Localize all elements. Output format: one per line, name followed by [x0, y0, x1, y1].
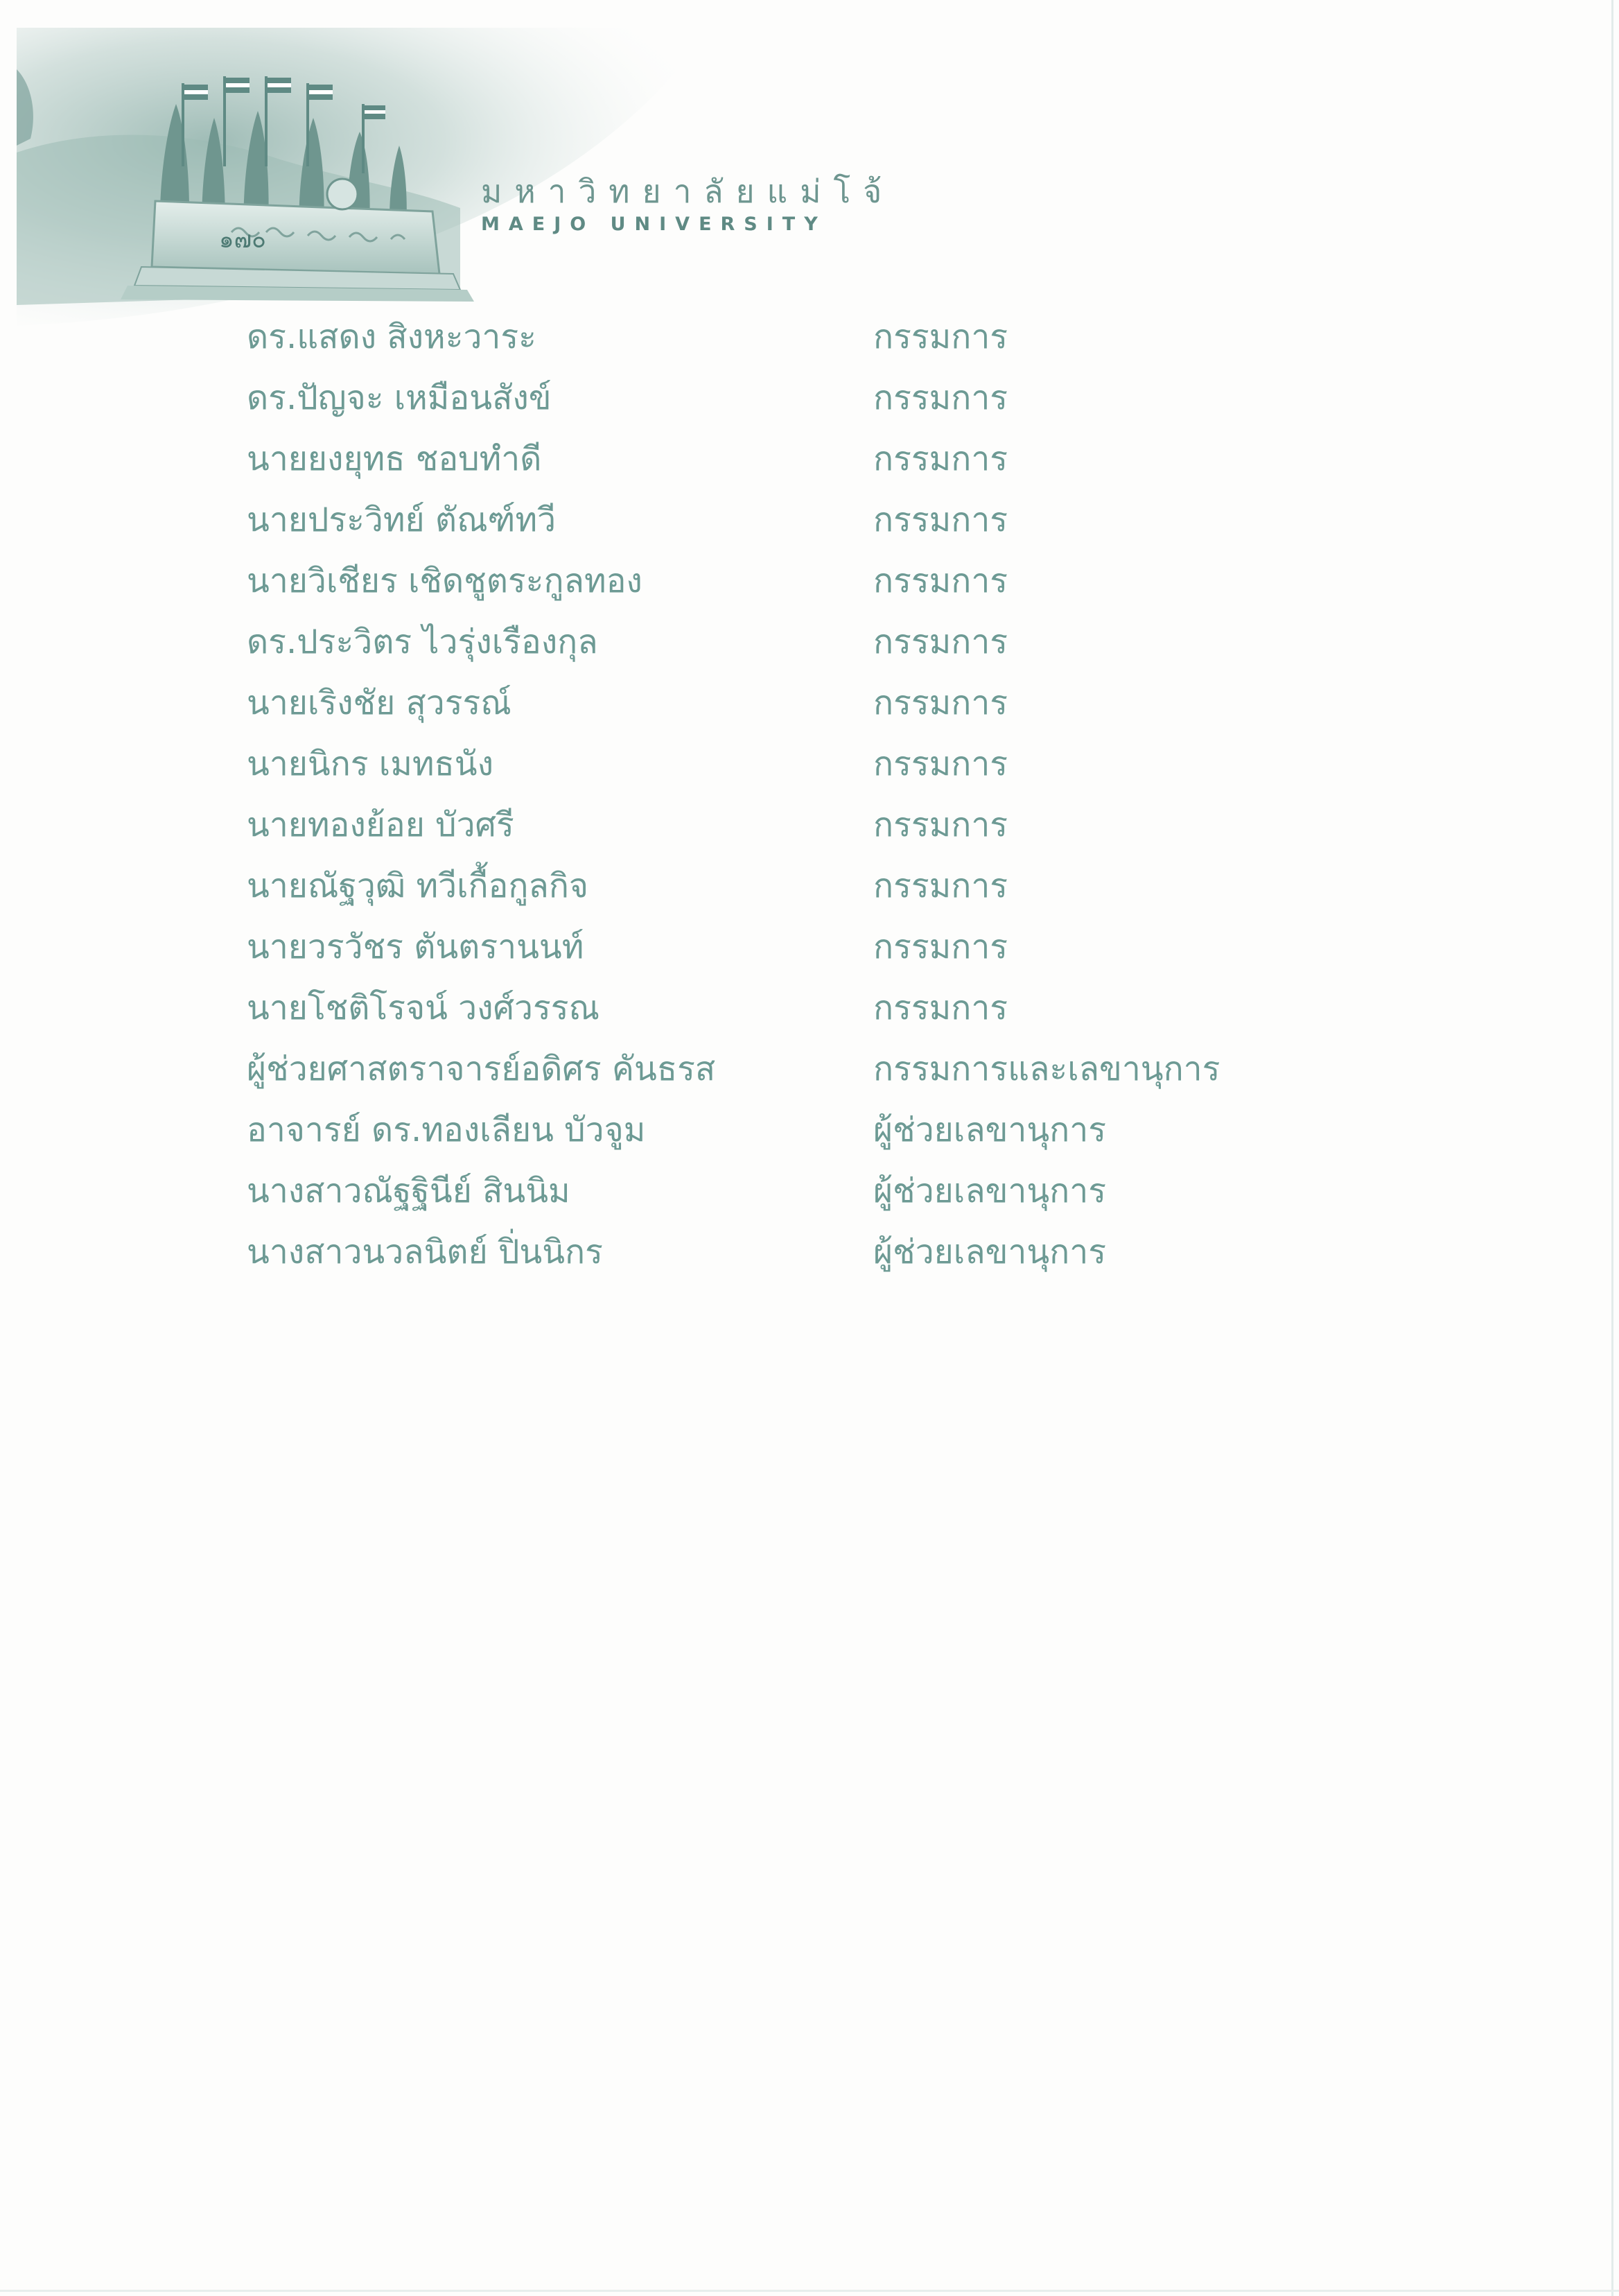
member-role: กรรมการ: [873, 989, 1008, 1027]
list-item: [247, 433, 1286, 494]
member-name: นายวิเชียร เชิดชูตระกูลทอง: [247, 562, 642, 600]
member-role: กรรมการ: [873, 318, 1008, 356]
list-item: [247, 982, 1286, 1043]
member-role: ผู้ช่วยเลขานุการ: [873, 1233, 1106, 1271]
member-name: นายทองย้อย บัวศรี: [247, 806, 514, 844]
member-name: นายประวิทย์ ตัณฑ์ทวี: [247, 501, 557, 539]
list-item: [247, 1165, 1286, 1226]
member-role: กรรมการและเลขานุการ: [873, 1050, 1220, 1088]
member-role: กรรมการ: [873, 562, 1008, 600]
list-item: [247, 1226, 1286, 1287]
member-name: นายนิกร เมทธนัง: [247, 745, 494, 783]
member-name: ดร.แสดง สิงหะวาระ: [247, 318, 536, 356]
university-name-english: MAEJO UNIVERSITY: [481, 214, 827, 235]
committee-list: [247, 311, 1286, 1287]
list-item: [247, 1043, 1286, 1104]
member-name: นายณัฐวุฒิ ทวีเกื้อกูลกิจ: [247, 867, 589, 905]
member-role: กรรมการ: [873, 806, 1008, 844]
member-role: ผู้ช่วยเลขานุการ: [873, 1172, 1106, 1210]
member-name: ดร.ปัญจะ เหมือนสังข์: [247, 379, 552, 417]
member-role: กรรมการ: [873, 867, 1008, 905]
member-name: ดร.ประวิตร ไวรุ่งเรืองกุล: [247, 623, 598, 661]
member-role: กรรมการ: [873, 745, 1008, 783]
member-role: ผู้ช่วยเลขานุการ: [873, 1111, 1106, 1149]
scan-edge-right: [1611, 0, 1613, 2296]
list-item: [247, 677, 1286, 738]
list-item: [247, 616, 1286, 677]
list-item: [247, 555, 1286, 616]
member-role: กรรมการ: [873, 501, 1008, 539]
list-item: [247, 1104, 1286, 1165]
member-role: กรรมการ: [873, 684, 1008, 722]
member-name: นายโชติโรจน์ วงศ์วรรณ: [247, 989, 600, 1027]
member-name: ผู้ช่วยศาสตราจารย์อดิศร คันธรส: [247, 1050, 716, 1088]
member-name: นายยงยุทธ ชอบทำดี: [247, 440, 542, 478]
list-item: [247, 921, 1286, 982]
member-role: กรรมการ: [873, 623, 1008, 661]
member-name: อาจารย์ ดร.ทองเลียน บัวจูม: [247, 1111, 646, 1149]
list-item: [247, 799, 1286, 860]
list-item: [247, 738, 1286, 799]
list-item: [247, 372, 1286, 433]
member-role: กรรมการ: [873, 379, 1008, 417]
member-name: นายเริงชัย สุวรรณ์: [247, 684, 511, 722]
member-name: นางสาวณัฐฐินีย์ สินนิม: [247, 1172, 570, 1210]
member-name: นางสาวนวลนิตย์ ปิ่นนิกร: [247, 1233, 603, 1271]
monument-number: ๑๗๐: [219, 226, 266, 254]
member-name: นายวรวัชร ตันตรานนท์: [247, 928, 584, 966]
list-item: [247, 311, 1286, 372]
list-item: [247, 860, 1286, 921]
scan-edge-bottom: [0, 2290, 1619, 2292]
member-role: กรรมการ: [873, 440, 1008, 478]
member-role: กรรมการ: [873, 928, 1008, 966]
list-item: [247, 494, 1286, 555]
university-header: [17, 28, 895, 347]
university-name-thai: มหาวิทยาลัยแม่โจ้: [481, 173, 895, 210]
